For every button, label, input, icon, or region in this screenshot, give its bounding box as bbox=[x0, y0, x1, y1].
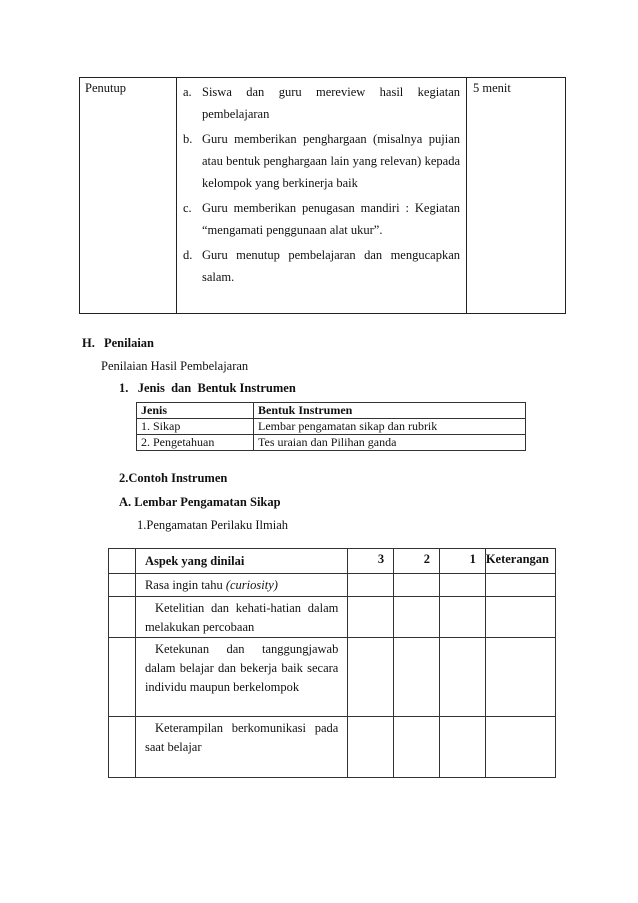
list-item bbox=[183, 81, 460, 125]
table-row bbox=[137, 419, 526, 435]
table-row bbox=[80, 78, 566, 314]
list-item bbox=[183, 197, 460, 241]
list-marker: c. bbox=[183, 201, 192, 215]
penutup-table bbox=[79, 77, 566, 314]
aspek-cell bbox=[135, 597, 347, 638]
header-score-1: 1 bbox=[439, 549, 485, 574]
aspek-text: Rasa ingin tahu bbox=[144, 578, 223, 592]
item-jenis-bentuk: 1. Jenis dan Bentuk Instrumen bbox=[119, 381, 296, 395]
table-cell: 1. Sikap bbox=[137, 419, 254, 435]
list-text: Guru menutup pembelajaran dan mengucapkan salam. bbox=[202, 248, 460, 284]
table-row bbox=[137, 435, 526, 451]
aspek-text: Ketekunan dan tanggungjawab dalam belajar dan bekerja baik secara individu maupun berkelompok bbox=[144, 642, 339, 694]
header-bentuk: Bentuk Instrumen bbox=[254, 403, 526, 419]
jenis-table bbox=[136, 402, 526, 451]
table-cell: Tes uraian dan Pilihan ganda bbox=[254, 435, 526, 451]
item-contoh-instrumen: 2.Contoh Instrumen bbox=[119, 471, 228, 485]
list-text: Guru memberikan penghargaan (misalnya pujian atau bentuk penghargaan lain yang relevan) kepada kelompok yang berkinerja baik bbox=[202, 132, 460, 190]
list-marker: b. bbox=[183, 132, 193, 146]
section-marker: H. bbox=[82, 336, 95, 350]
aspek-cell bbox=[135, 574, 347, 597]
aspek-italic: (curiosity) bbox=[225, 578, 278, 592]
header-score-3: 3 bbox=[348, 549, 394, 574]
section-heading bbox=[82, 336, 154, 351]
section-title: Penilaian bbox=[103, 336, 154, 350]
header-jenis: Jenis bbox=[137, 403, 254, 419]
list-marker: a. bbox=[183, 85, 192, 99]
table-row bbox=[109, 597, 556, 638]
header-aspek: Aspek yang dinilai bbox=[135, 549, 347, 574]
aspek-table bbox=[108, 548, 556, 778]
list-marker: d. bbox=[183, 248, 193, 262]
table-cell: Lembar pengamatan sikap dan rubrik bbox=[254, 419, 526, 435]
activity-cell bbox=[177, 78, 467, 314]
header-keterangan: Keterangan bbox=[485, 549, 555, 574]
aspek-cell bbox=[135, 638, 347, 717]
stage-cell: Penutup bbox=[80, 78, 177, 314]
item-lembar-pengamatan: A. Lembar Pengamatan Sikap bbox=[119, 495, 281, 509]
table-header-row bbox=[109, 549, 556, 574]
list-item bbox=[183, 244, 460, 288]
table-header-row bbox=[137, 403, 526, 419]
aspek-text: Ketelitian dan kehati-hatian dalam melakukan percobaan bbox=[144, 601, 339, 634]
table-cell: 2. Pengetahuan bbox=[137, 435, 254, 451]
table-row bbox=[109, 638, 556, 717]
aspek-text: Keterampilan berkomunikasi pada saat belajar bbox=[144, 721, 339, 754]
list-text: Siswa dan guru mereview hasil kegiatan pembelajaran bbox=[202, 85, 460, 121]
duration-cell: 5 menit bbox=[467, 78, 566, 314]
header-score-2: 2 bbox=[394, 549, 440, 574]
table-row bbox=[109, 574, 556, 597]
item-pengamatan-perilaku: 1.Pengamatan Perilaku Ilmiah bbox=[137, 518, 289, 532]
aspek-cell bbox=[135, 717, 347, 778]
activity-list bbox=[183, 81, 460, 288]
subheading: Penilaian Hasil Pembelajaran bbox=[101, 359, 249, 373]
list-item bbox=[183, 128, 460, 194]
table-row bbox=[109, 717, 556, 778]
table-cell-empty bbox=[109, 549, 136, 574]
list-text: Guru memberikan penugasan mandiri : Kegiatan “mengamati penggunaan alat ukur”. bbox=[202, 201, 460, 237]
